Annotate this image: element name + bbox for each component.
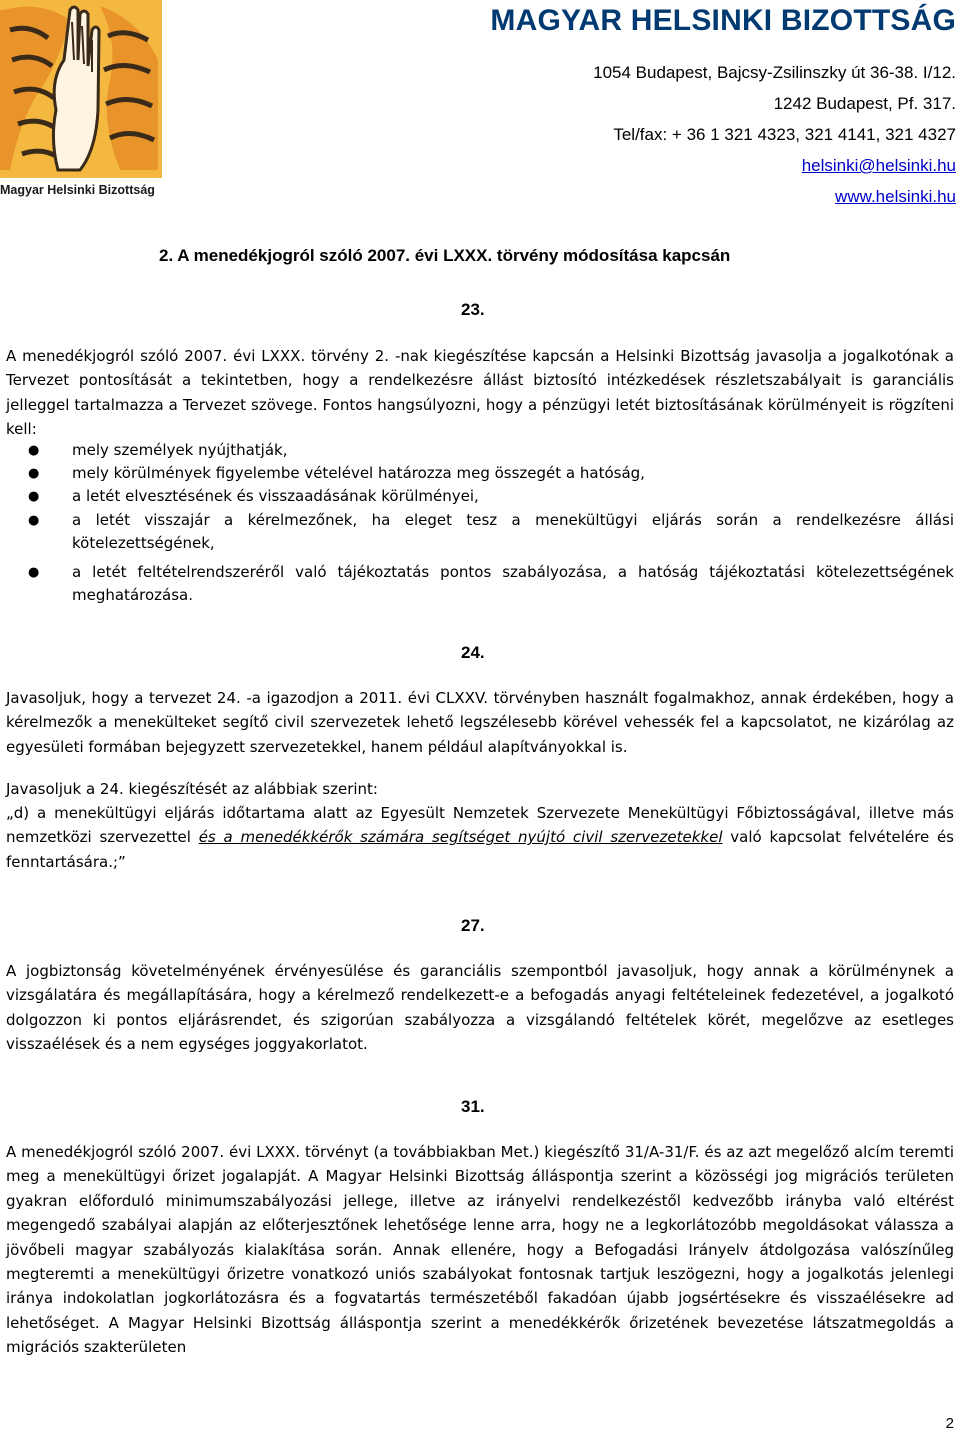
list-item: ● mely személyek nyújthatják, [6, 439, 954, 462]
section-24-paragraph-3 [6, 801, 954, 874]
amendment-inserted-text: és a menedékkérők számára segítséget nyújtó civil szervezetekkel [198, 828, 723, 847]
logo-caption: Magyar Helsinki Bizottság [0, 183, 155, 197]
list-item: ● a letét feltételrendszeréről való tájékoztatás pontos szabályozása, a hatóság tájékoztatási kötelezettségének meghatározása. [28, 563, 954, 605]
section-23-paragraph: A menedékjogról szóló 2007. évi LXXX. törvény 2. -nak kiegészítése kapcsán a Helsinki Bizottság javasolja a jogalkotónak a Tervezet pontosítását a tekintetben, hogy a rendelkezésre állást biztosító intézkedések részletszabályait is garanciális jelleggel tartalmazza a Tervezet szövege. Fontos hangsúlyozni, hogy a pénzügyi letét biztosításának körülményeit is rögzíteni kell: [6, 347, 954, 439]
address-line-1: 1054 Budapest, Bajcsy-Zsilinszky út 36-38. I/12. [593, 63, 956, 82]
section-number-23: 23. [461, 300, 485, 319]
list-item: ● a letét elvesztésének és visszaadásának körülményei, [6, 485, 954, 508]
telfax-line: Tel/fax: + 36 1 321 4323, 321 4141, 321 4327 [613, 125, 956, 144]
logo [0, 0, 162, 210]
website-link[interactable]: www.helsinki.hu [835, 187, 956, 206]
section-27-paragraph: A jogbiztonság követelményének érvényesülése és garanciális szempontból javasoljuk, hogy annak a körülménynek a vizsgálatára és megállapítására, hogy a kérelmező rendelkezett-e a befogadás anyagi feltételeinek fedezetével, a jogalkotó dolgozzon ki pontos eljárásrendet, és szigorúan szabályozza a vizsgálandó feltételek körét, megelőzve az esetleges visszaélések és a nem egységes joggyakorlatot. [6, 962, 954, 1054]
section-24-paragraph-2: Javasoljuk a 24. kiegészítését az alábbiak szerint: [6, 780, 378, 798]
logo-graphic [0, 0, 162, 210]
section-24-paragraph-1: Javasoljuk, hogy a tervezet 24. -a igazodjon a 2011. évi CLXXV. törvényben használt fogalmakhoz, annak érdekében, hogy a kérelmezők a menekülteket segítő civil szervezetek lehető legszélesebb körével vehessék fel a kapcsolatot, ne kizárólag az egyesületi formában bejegyzett szervezetekkel, hanem például alapítványokkal is. [6, 689, 954, 756]
address-line-2: 1242 Budapest, Pf. 317. [773, 94, 956, 113]
email-link[interactable]: helsinki@helsinki.hu [801, 156, 956, 175]
bullet-icon: ● [28, 512, 40, 528]
bullet-icon: ● [28, 565, 40, 581]
amendment-text-start: „d) a menekültügyi eljárás időtartama alatt az Egyesült Nemzetek Szervezete Menekültügyi Főbiztosságával, illetve más nemzetközi szervezettel [6, 804, 954, 847]
bullet-icon: ● [28, 466, 40, 482]
list-item: ● a letét visszajár a kérelmezőnek, ha eleget tesz a menekültügyi eljárás során a rendelkezésre állási kötelezettségének, [28, 510, 954, 552]
section-31-paragraph: A menedékjogról szóló 2007. évi LXXX. törvényt (a továbbiakban Met.) kiegészítő 31/A-31/F. és az azt megelőző alcím teremti meg a menekültügyi őrizet jogalapját. A Magyar Helsinki Bizottság álláspontja szerint a közösségi jog migrációs területen gyakran előforduló minimumszabályozási jellege, illetve az irányelvi rendelkezéstől kedvezőbb irányba való eltérést megengedő szabályai alapján az előterjesztőnek lehetősége lenne arra, hogy ne a legkorlátozóbb megoldásokat válassza a jövőbeli magyar szabályozás kialakítása során. Annak ellenére, hogy a Befogadási Irányelv átdolgozása valószínűleg megteremti a menekültügyi őrizetre vonatkozó uniós szabályokat fontosnak tartjuk leszögezni, hogy a jogalkotás jelenlegi iránya indokolatlan jogkorlátozásra és a fogvatartás természetéből fakadóan újabb jogsértésekre és visszaélésekre ad lehetőséget. A Magyar Helsinki Bizottság álláspontja szerint a menedékkérők őrizetének bevezetése látszatmegoldás a migrációs szakterületen [6, 1143, 954, 1357]
amendment-text-end: való kapcsolat felvételére és fenntartására.;” [6, 828, 954, 871]
section-number-31: 31. [461, 1097, 485, 1116]
section-number-27: 27. [461, 916, 485, 935]
document-title: 2. A menedékjogról szóló 2007. évi LXXX. törvény módosítása kapcsán [159, 246, 731, 265]
section-23-bullet-list [6, 439, 954, 607]
contact-block [593, 57, 956, 212]
section-number-24: 24. [461, 643, 485, 662]
page-number: 2 [945, 1415, 954, 1432]
bullet-icon: ● [28, 489, 40, 505]
bullet-icon: ● [28, 443, 40, 458]
list-item: ● mely körülmények figyelembe vételével határozza meg összegét a hatóság, [6, 462, 954, 485]
organization-name: MAGYAR HELSINKI BIZOTTSÁG [490, 4, 956, 37]
